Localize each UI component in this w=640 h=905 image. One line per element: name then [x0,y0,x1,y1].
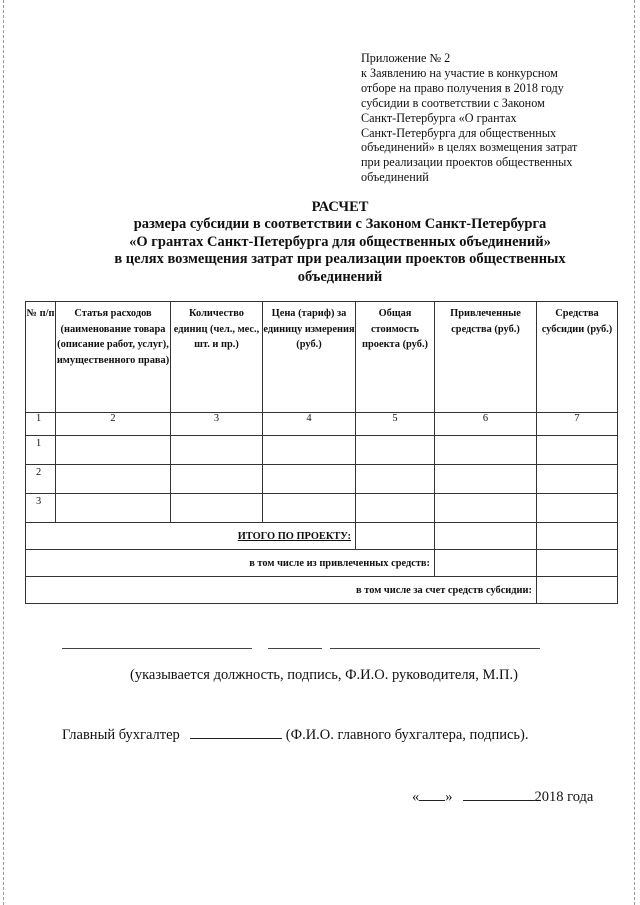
attracted-funds-blank [537,550,618,577]
header-cell: Количество единиц (чел., мес., шт. и пр.) [171,302,263,413]
table-cell [356,465,435,494]
appendix-line: при реализации проектов общественных [361,155,573,170]
date-open-quote: « [412,789,420,805]
table-cell [56,436,171,465]
signature-note: (указывается должность, подпись, Ф.И.О. руководителя, М.П.) [130,667,518,683]
table-row [26,494,618,523]
attracted-funds-row [26,550,618,577]
table-cell [171,494,263,523]
document-title [40,199,640,286]
title-heading: РАСЧЕТ [311,199,369,215]
signature-line [330,648,540,649]
header-cell: № п/п [26,302,56,413]
chief-accountant-line [62,726,529,744]
appendix-line: Санкт-Петербурга «О грантах [361,110,517,125]
header-cell: Цена (тариф) за единицу измерения (руб.) [263,302,356,413]
title-line: в целях возмещения затрат при реализации проектов общественных [114,251,566,268]
appendix-line: объединений» в целях возмещения затрат [361,140,578,155]
table-cell [356,494,435,523]
title-line: «О грантах Санкт-Петербурга для общественных объединений» [129,233,551,250]
table-cell [356,436,435,465]
month-blank [463,788,535,801]
chief-accountant-label: Главный бухгалтер [62,727,180,743]
attracted-funds-label: в том числе из привлеченных средств: [26,550,435,577]
appendix-line: к Заявлению на участие в конкурсном [361,65,558,80]
accountant-signature-blank [190,726,282,739]
table-cell [56,494,171,523]
row-number: 2 [26,465,56,494]
column-number: 1 [26,413,56,436]
column-number: 7 [537,413,618,436]
subsidy-funds-row [26,577,618,604]
table-cell [263,436,356,465]
table-cell [435,494,537,523]
left-page-edge [3,0,5,905]
table-row [26,436,618,465]
row-number: 1 [26,436,56,465]
column-number: 3 [171,413,263,436]
table-cell [171,436,263,465]
day-blank [419,788,445,801]
table-cell [56,465,171,494]
subsidy-funds-cell [537,577,618,604]
table-cell [435,436,537,465]
table-header-row [26,302,618,413]
calculation-table [25,301,618,604]
subsidy-funds-label: в том числе за счет средств субсидии: [26,577,537,604]
appendix-note [361,51,601,185]
total-label: ИТОГО ПО ПРОЕКТУ: [26,523,356,550]
title-line: объединений [297,268,383,285]
chief-accountant-note: (Ф.И.О. главного бухгалтера, подпись). [285,727,529,743]
appendix-line: Приложение № 2 [361,51,451,65]
table-cell [171,465,263,494]
table-cell [537,494,618,523]
appendix-line: субсидии в соответствии с Законом [361,95,545,110]
header-cell: Привлеченные средства (руб.) [435,302,537,413]
right-page-edge [634,0,636,905]
column-number: 2 [56,413,171,436]
table-row [26,465,618,494]
appendix-line: отборе на право получения в 2018 году [361,80,564,95]
table-cell [537,465,618,494]
total-row [26,523,618,550]
appendix-line: объединений [361,170,429,185]
date-close-quote: » [445,789,453,805]
table-cell [263,494,356,523]
signature-line [62,648,252,649]
total-subsidy-cell [537,523,618,550]
column-number: 4 [263,413,356,436]
attracted-funds-cell [435,550,537,577]
date-year: 2018 года [534,789,594,805]
appendix-line: Санкт-Петербурга для общественных [361,125,557,140]
table-cell [263,465,356,494]
table-cell [537,436,618,465]
table-cell [435,465,537,494]
row-number: 3 [26,494,56,523]
total-attracted-cell [435,523,537,550]
header-cell: Статья расходов (наименование товара (описание работ, услуг), имущественного права) [56,302,171,413]
header-cell: Общая стоимость проекта (руб.) [356,302,435,413]
date-line [412,788,593,806]
header-cell: Средства субсидии (руб.) [537,302,618,413]
column-number: 5 [356,413,435,436]
signature-line [268,648,322,649]
column-number-row [26,413,618,436]
column-number: 6 [435,413,537,436]
total-cost-cell [356,523,435,550]
title-line: размера субсидии в соответствии с Законом Санкт-Петербурга [133,216,547,233]
